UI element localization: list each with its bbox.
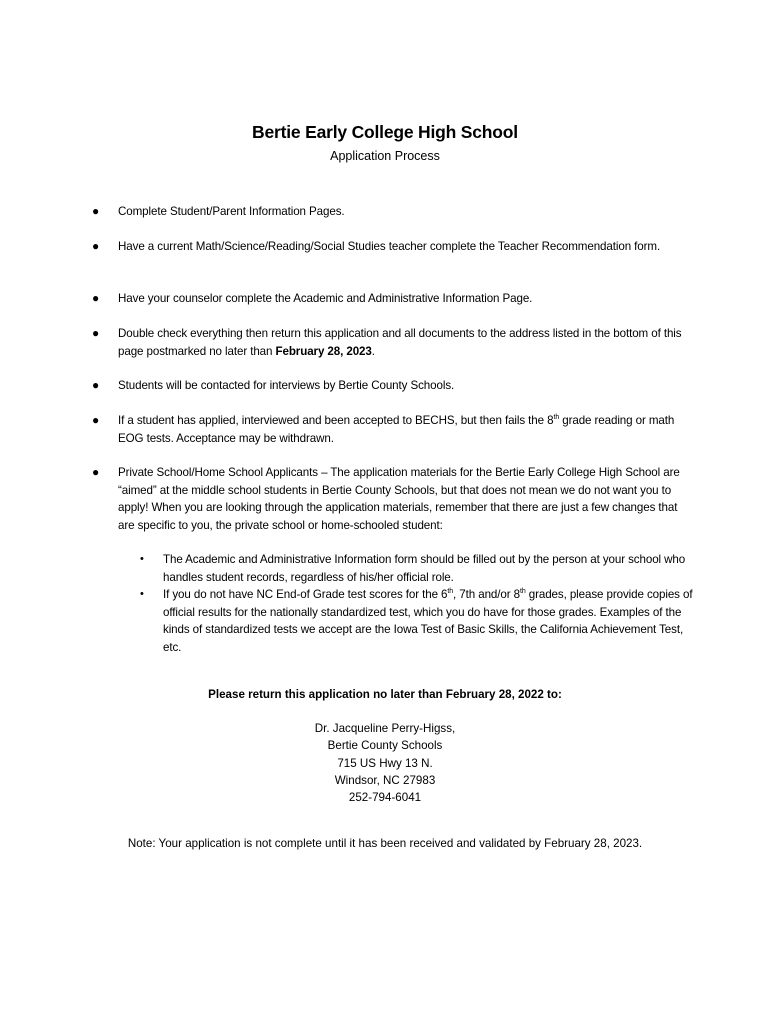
bullet-icon: ● <box>92 413 100 427</box>
address-line: Dr. Jacqueline Perry-Higss, <box>314 722 456 735</box>
address-line: Bertie County Schools <box>327 739 443 753</box>
bullet-icon: ● <box>92 465 100 479</box>
deadline-date: February 28, 2023 <box>275 344 372 358</box>
address-line: 715 US Hwy 13 N. <box>337 756 433 770</box>
bullet-icon: ● <box>92 326 100 340</box>
page-subtitle: Application Process <box>330 149 440 163</box>
bullet-icon: ● <box>92 204 100 218</box>
bullet-icon: ● <box>92 378 100 392</box>
address-line: Windsor, NC 27983 <box>334 773 436 787</box>
sub-bullet-icon: • <box>140 588 144 600</box>
completion-note: Note: Your application is not complete until it has been received and validated by February 28, 2023. <box>127 837 643 850</box>
sub-bullet-icon: • <box>140 553 144 565</box>
document-page: Bertie Early College High School Application Process ● Complete Student/Parent Information Pages. ● Have a current Math/Science/Reading/Social Studies teacher complete the Teacher Recommendation form. ● Have your counselor complete the Academic and Administrative Information Page. ● Double check everything then return this application and all documents to the address listed in the bottom of this page postmarked no later than February 28, 2023. ● Students will be contacted for interviews by Bertie County Schools. ● If a student has applied, interviewed and been accepted to BECHS, but then fails the 8th grade reading or math EOG tests. Acceptance may be withdrawn. ● Private School/Home School Applicants – The application materials for the Bertie Early College High School are “aimed” at the middle school students in Bertie County Schools, but that does not mean we do not want you to apply! When you are looking through the application materials, remember that there are just a few changes that are specific to you, the private school or home-schooled student: • The Academic and Administrative Information form should be filled out by the person at your school who handles student records, regardless of his/her official role. • If you do not have NC End-of Grade test scores for the 6th, 7th and/or 8th grades, please provide copies of official results for the nationally standardized test, which you do have for those grades. Examples of the kinds of standardized tests we accept are the Iowa Test of Basic Skills, the California Achievement Test, etc. Please return this application no later than February 28, 2022 to: Dr. Jacqueline Perry-Higss, Bertie County Schools 715 US Hwy 13 N. Windsor, NC 27983 252-794-6041 Note: Your application is not complete until it has been received and validated by February 28, 2023. <box>0 0 770 1024</box>
bullet-icon: ● <box>92 239 100 253</box>
page-title: Bertie Early College High School <box>252 122 518 142</box>
bullet-icon: ● <box>92 291 100 305</box>
mailing-address <box>0 720 770 806</box>
phone-number: 252-794-6041 <box>348 791 422 805</box>
return-instructions: Please return this application no later than February 28, 2022 to: <box>208 688 562 701</box>
